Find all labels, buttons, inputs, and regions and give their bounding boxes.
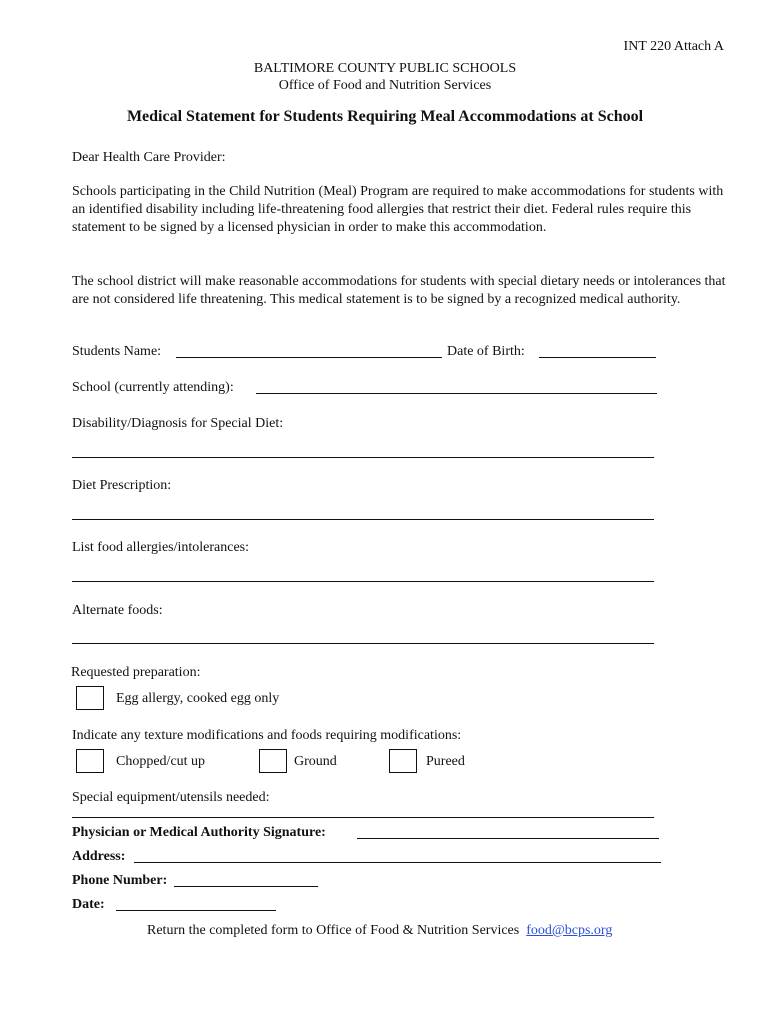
dob-field[interactable] bbox=[539, 357, 656, 358]
org-office: Office of Food and Nutrition Services bbox=[278, 78, 492, 93]
paragraph-accommodations: The school district will make reasonable accommodations for students with special dietary needs or intolerances that are not considered life threatening. This medical statement is to be signed by a recognized medical authority. bbox=[72, 274, 726, 307]
dob-label: Date of Birth: bbox=[447, 344, 525, 359]
alternate-foods-field[interactable] bbox=[72, 643, 654, 644]
salutation: Dear Health Care Provider: bbox=[72, 150, 226, 165]
diet-prescription-label: Diet Prescription: bbox=[72, 478, 172, 493]
phone-label: Phone Number: bbox=[72, 873, 168, 888]
paragraph-requirements: Schools participating in the Child Nutrition (Meal) Program are required to make accommodations for students with an identified disability including life-threatening food allergies that restrict their diet. Federal rules require this statement to be signed by a licensed physician in order to make this accommodation. bbox=[72, 184, 724, 235]
pureed-label: Pureed bbox=[426, 754, 465, 769]
org-name: BALTIMORE COUNTY PUBLIC SCHOOLS bbox=[253, 61, 517, 76]
student-name-field[interactable] bbox=[176, 357, 442, 358]
school-label: School (currently attending): bbox=[72, 380, 234, 395]
egg-allergy-checkbox[interactable] bbox=[76, 686, 104, 710]
equipment-label: Special equipment/utensils needed: bbox=[72, 790, 270, 805]
signature-label: Physician or Medical Authority Signature: bbox=[72, 825, 326, 840]
email-link[interactable]: food@bcps.org bbox=[526, 923, 613, 938]
preparation-label: Requested preparation: bbox=[71, 665, 201, 680]
texture-label: Indicate any texture modifications and foods requiring modifications: bbox=[72, 728, 462, 743]
diagnosis-label: Disability/Diagnosis for Special Diet: bbox=[72, 416, 284, 431]
address-label: Address: bbox=[72, 849, 126, 864]
date-label: Date: bbox=[72, 897, 105, 912]
alternate-foods-label: Alternate foods: bbox=[72, 603, 163, 618]
equipment-field[interactable] bbox=[72, 817, 654, 818]
date-field[interactable] bbox=[116, 910, 276, 911]
footer-note bbox=[147, 922, 612, 940]
diagnosis-field[interactable] bbox=[72, 457, 654, 458]
page-title: Medical Statement for Students Requiring Meal Accommodations at School bbox=[126, 108, 644, 125]
phone-field[interactable] bbox=[174, 886, 318, 887]
allergies-label: List food allergies/intolerances: bbox=[72, 540, 250, 555]
form-id: INT 220 Attach A bbox=[623, 39, 724, 54]
school-field[interactable] bbox=[256, 393, 657, 394]
diet-prescription-field[interactable] bbox=[72, 519, 654, 520]
chopped-checkbox[interactable] bbox=[76, 749, 104, 773]
student-name-label: Students Name: bbox=[72, 344, 162, 359]
chopped-label: Chopped/cut up bbox=[116, 754, 206, 769]
footer-text: Return the completed form to Office of Food & Nutrition Services bbox=[147, 923, 520, 938]
egg-allergy-label: Egg allergy, cooked egg only bbox=[116, 691, 280, 706]
ground-label: Ground bbox=[294, 754, 337, 769]
ground-checkbox[interactable] bbox=[259, 749, 287, 773]
signature-field[interactable] bbox=[357, 838, 659, 839]
pureed-checkbox[interactable] bbox=[389, 749, 417, 773]
allergies-field[interactable] bbox=[72, 581, 654, 582]
address-field[interactable] bbox=[134, 862, 661, 863]
